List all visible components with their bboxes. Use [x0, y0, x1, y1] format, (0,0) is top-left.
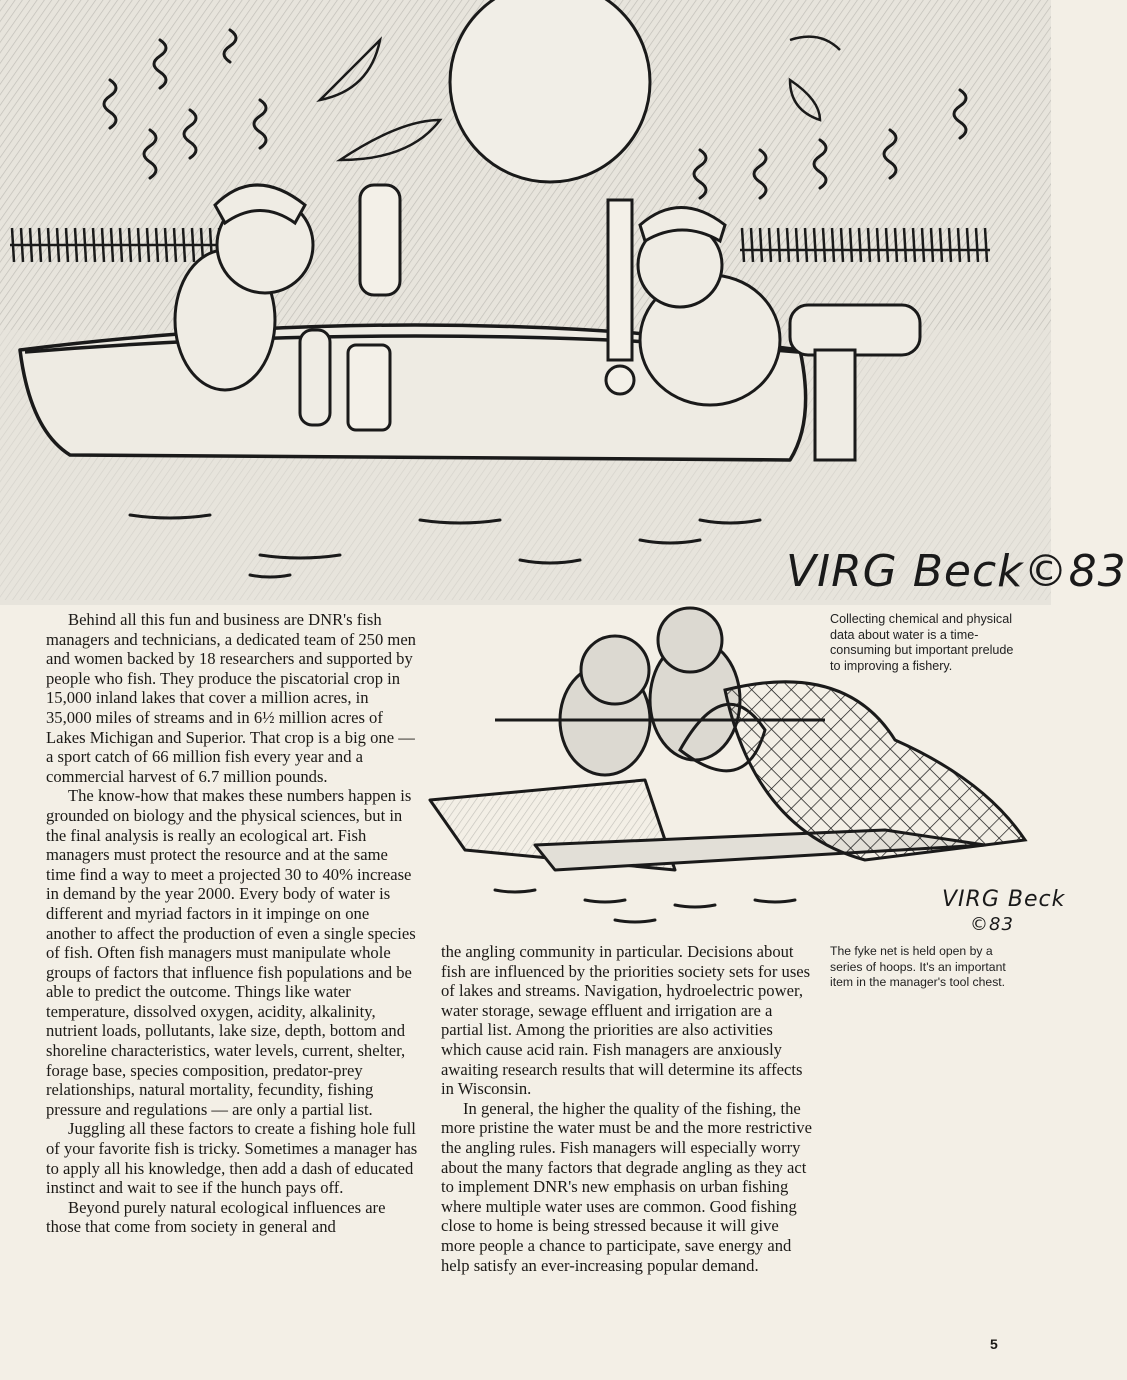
paragraph: The know-how that makes these numbers happen is grounded on biology and the physical sciences, but in the final analysis is really an ecological art. Fish managers must protect the resource and at the same time find a way to meet a projected 30 to 40% increase in demand by the year 2000. Every body of water is different and myriad factors in it impinge on one another to affect the production of even a single species of fish. Often fish managers must manipulate whole groups of factors that influence fish populations and be able to predict the outcome. Things like water temperature, dissolved oxygen, acidity, alkalinity, nutrient loads, pollutants, lake size, depth, bottom and shoreline characteristics, water levels, current, shelter, forage base, species composition, predator-prey relationships, natural mortality, fecundity, fishing pressure and regulations — are only a partial list. [46, 786, 416, 1119]
survey-boat-cartoon [0, 0, 1051, 605]
photo-caption-sampling: Collecting chemical and physical data about water is a time-consuming but important prelude to improving a fishery. [830, 612, 1014, 673]
paragraph: the angling community in particular. Decisions about fish are influenced by the priorities society sets for uses of lakes and streams. Navigation, hydroelectric power, water storage, sewage effluent and irrigation are a partial list. Among the priorities are also activities which cause acid rain. Fish managers are anxiously awaiting research results that will determine its affects in Wisconsin. [441, 942, 811, 1099]
paragraph: Beyond purely natural ecological influences are those that come from society in general and [46, 1197, 386, 1237]
page-number: 5 [990, 1336, 998, 1352]
paragraph: In general, the higher the quality of the fishing, the more pristine the water must be and the more restrictive the angling rules. Fish managers will especially worry about the many factors that degrade angling as they act to implement DNR's new emphasis on urban fishing where multiple water uses are common. Good fishing close to home is being stressed because it will give more people a chance to participate, save energy and help satisfy an ever-increasing popular demand. [441, 1098, 812, 1275]
photo-caption-fyke-net: The fyke net is held open by a series of hoops. It's an important item in the manager's tool chest. [830, 944, 1006, 989]
paragraph: Behind all this fun and business are DNR's fish managers and technicians, a dedicated team of 250 men and women backed by 18 researchers and supported by people who fish. They produce the piscatorial crop in 15,000 inland lakes that cover a million acres, in 35,000 miles of streams and in 6½ million acres of Lakes Michigan and Superior. That crop is a big one — a sport catch of 66 million fish every year and a commercial harvest of 6.7 million pounds. [46, 610, 416, 786]
signature-year: ©83 [970, 914, 1014, 935]
fisherman-back [650, 608, 740, 760]
artist-signature-small [942, 888, 1065, 937]
fisherman-front [560, 636, 650, 775]
water-ripples [495, 890, 795, 922]
article-column-left [46, 610, 418, 1237]
artist-signature: VIRG Beck©83 [786, 546, 1127, 597]
article-column-middle [441, 942, 813, 1275]
signature-name: VIRG Beck [942, 887, 1066, 912]
sun-icon [450, 0, 650, 182]
paragraph: Juggling all these factors to create a fishing hole full of your favorite fish is tricky. Sometimes a manager has to apply all his knowledge, then add a dash of educated instinct and wait to see if the hunch pays off. [46, 1119, 418, 1198]
